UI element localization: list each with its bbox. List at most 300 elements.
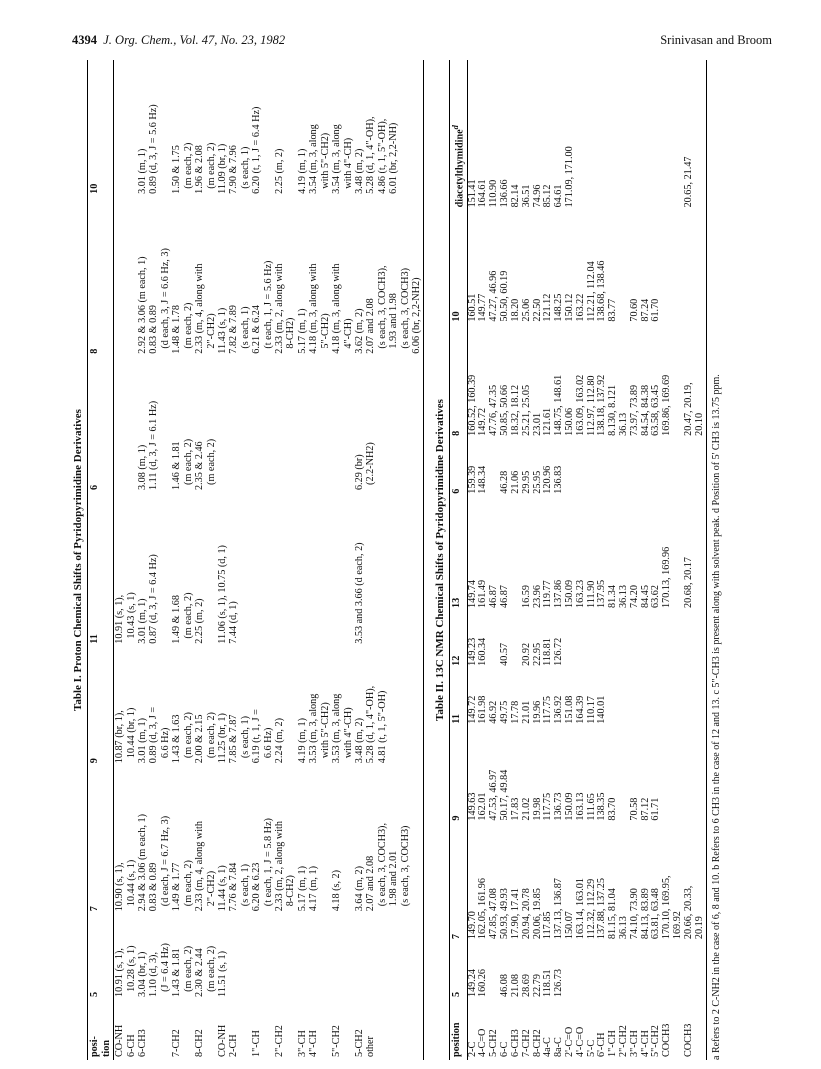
table1	[87, 60, 423, 1060]
table-row	[354, 60, 423, 1060]
table-cell	[651, 611, 662, 669]
table-cell: 87.24	[639, 298, 651, 322]
table1-column-header: 11	[89, 634, 101, 644]
table-cell	[662, 611, 684, 669]
table-cell: 117.75	[542, 792, 554, 821]
table-cell	[597, 60, 608, 210]
table-row	[522, 60, 533, 1060]
table-cell: 3.48 (m, 2) 5.28 (d, 1, 4"-OH), 4.81 (t, 1, 5"-OH)	[354, 685, 388, 764]
table-cell	[684, 669, 706, 727]
table-cell: 118.51	[542, 969, 554, 997]
table-cell: 19.96	[531, 700, 543, 724]
table-cell: 149.23	[466, 637, 478, 666]
table-cell	[587, 942, 598, 1000]
table-cell: 83.70	[607, 797, 619, 821]
table-cell: 1.49 & 1.77 (m each, 2) 2.33 (m, 4, along with 2"-CH2)	[171, 821, 217, 912]
row-label: 4'-C=O	[574, 1026, 586, 1057]
table-cell: 111.65	[585, 793, 597, 821]
table-cell: 21.02	[520, 797, 532, 821]
table-cell: 3.54 (m, 3, along with 4"-CH)	[331, 124, 354, 194]
table-cell: 117.85	[542, 911, 554, 940]
table-cell: 46.87	[488, 585, 500, 608]
table-cell: 20.65, 21.47	[682, 156, 694, 208]
table2-footnote: a Refers to 2 C-NH2 in the case of 6, 8 and 10. b Refers to 6 CH3 in the case of 12 and 13. c 5"-CH3 is present along with solvent peak. d Position of 5' CH3 is 13.75 ppm.	[710, 374, 722, 1060]
table-row	[274, 60, 297, 1060]
table-cell: 85.12	[542, 184, 554, 208]
table-cell	[619, 942, 630, 1000]
table-cell: 50.17, 49.84	[499, 769, 511, 821]
table-cell: 140.01	[596, 695, 608, 724]
table-cell: 169.86, 169.69	[661, 374, 673, 436]
table-cell: 19.98	[531, 797, 543, 821]
table-cell: 46.28	[499, 470, 511, 494]
table1-header-row	[88, 60, 114, 1060]
table-cell: 170.10, 169.95, 169.92	[661, 875, 684, 940]
row-label: 2-C	[466, 1041, 478, 1057]
table-cell: 22.50	[531, 298, 543, 322]
table-cell	[684, 727, 706, 824]
table-cell: 3.48 (m, 2) 5.28 (d, 1, 4"-OH), 4.86 (t, 1, 5"-OH), 6.01 (br, 2,2-NH)	[354, 116, 400, 194]
table-cell	[331, 357, 354, 493]
table-cell: 163.09, 163.02	[574, 374, 586, 436]
table-cell: 29.95	[520, 470, 532, 494]
table-cell: 6.29 (br) (2.2-NH2)	[354, 442, 377, 491]
table-cell: 6.19 (t, 1, J = 6.6 Hz)	[251, 709, 274, 764]
table-cell: 10.90 (s, 1), 10.44 (s, 1) 2.94 & 3.06 (m each, 1) 0.83 & 0.89 (d each, J = 6.7 Hz, 3)	[114, 813, 171, 912]
table-cell: 21.06	[509, 470, 521, 494]
table-cell: 22.95	[531, 642, 543, 666]
table-cell	[331, 493, 354, 647]
table-cell: 25.21, 25.05	[520, 384, 532, 436]
table-cell: 5.17 (m, 1) 4.18 (m, 3, along with 5"-CH2)	[296, 263, 331, 354]
table-cell: 126.73	[553, 968, 565, 997]
table-cell: 46.92	[488, 700, 500, 724]
table-cell: 160.34	[477, 637, 489, 666]
table-cell: 87.12	[639, 797, 651, 821]
table-cell: 36.13	[618, 916, 630, 940]
table-cell: 82.14	[509, 184, 521, 208]
table-cell: 138.68, 138.46	[596, 260, 608, 322]
table-cell	[565, 611, 576, 669]
table-cell: 148.75, 148.61	[553, 374, 565, 436]
table-cell	[641, 669, 652, 727]
table-cell: 162.05, 161.96	[477, 878, 489, 940]
table-cell: 164.61	[477, 179, 489, 208]
table-cell	[576, 611, 587, 669]
table-cell: 163.23	[574, 579, 586, 608]
table-cell	[641, 942, 652, 1000]
table2-title: Table II. 13C NMR Chemical Shifts of Pyridopyrimidine Derivatives	[433, 399, 446, 721]
table-cell: 50.85, 50.66	[499, 384, 511, 436]
table-cell	[565, 439, 576, 497]
table-cell: 17.83	[509, 797, 521, 821]
table-cell	[297, 357, 331, 493]
table-cell: 84.13, 83.89	[639, 888, 651, 940]
table-cell	[587, 439, 598, 497]
table-cell: 81.15, 81.04	[607, 888, 619, 940]
table-cell: 137.95	[596, 579, 608, 608]
table-cell	[651, 669, 662, 727]
table-cell: 61.70	[650, 298, 662, 322]
row-label: 5-CH2	[488, 1029, 500, 1057]
table-cell: 163.13	[574, 792, 586, 821]
row-label: 3"-CH	[628, 1030, 640, 1057]
table-cell: 4.18 (m, 3, along with 4"-CH)	[331, 263, 354, 354]
table-cell	[651, 439, 662, 497]
table-cell: 1.43 & 1.63 (m each, 2) 2.00 & 2.15 (m each, 2)	[171, 712, 217, 764]
table-cell	[630, 60, 641, 210]
table-cell: 112.97, 112.80	[585, 375, 597, 436]
row-label: CO-NH 2-CH	[216, 1024, 240, 1057]
row-label: 6-CH3	[509, 1029, 521, 1057]
table-cell: 61.71	[650, 797, 662, 821]
table-cell	[608, 669, 619, 727]
table-cell: 120.96	[542, 465, 554, 494]
table-cell: 1.50 & 1.75 (m each, 2) 1.96 & 2.08 (m each, 2)	[171, 142, 217, 194]
table-cell: 4.18 (s, 2)	[331, 869, 343, 912]
row-label: 5"-CH2	[331, 1025, 343, 1057]
row-label: 2"-CH2	[274, 1025, 286, 1057]
table-cell	[630, 439, 641, 497]
row-label: 2"-CH2	[618, 1025, 630, 1057]
table-cell	[576, 439, 587, 497]
table2-column-header: 12	[450, 655, 462, 666]
table-cell: 20.06, 19.85	[531, 888, 543, 940]
table-cell	[251, 357, 274, 493]
table-cell	[597, 611, 608, 669]
table-cell: 112.32, 112.29	[585, 878, 597, 940]
row-label: 4"-CH	[639, 1030, 651, 1057]
table1-column-header: 5	[89, 991, 101, 997]
table-cell: 20.94, 20.78	[520, 888, 532, 940]
table-cell: 5.17 (m, 1) 4.17 (m, 1)	[296, 866, 320, 912]
table-cell: 2.25 (m, 2)	[274, 148, 286, 194]
table1-title: Table I. Proton Chemical Shifts of Pyridopyrimidine Derivatives	[72, 409, 84, 711]
table-cell: 160.26	[477, 968, 489, 997]
table-cell: 70.60	[628, 298, 640, 322]
table-cell: 136.73	[553, 792, 565, 821]
table-cell: 63.81, 63.48	[650, 888, 662, 940]
table-cell: 20.92	[520, 642, 532, 666]
table-cell	[274, 357, 297, 493]
table-cell: 2.24 (m, 2)	[274, 717, 286, 764]
table-cell: 6.20 (t, 1, J = 6.4 Hz)	[251, 106, 263, 194]
table-cell: 47.27, 46.96	[488, 270, 500, 322]
running-header	[72, 33, 772, 49]
table-cell: 149.72	[477, 407, 489, 436]
table-cell: 16.59	[520, 585, 532, 608]
table-cell	[576, 60, 587, 210]
table-cell: 49.75	[499, 700, 511, 724]
table-cell: 6.21 & 6.24 (t each, 1, J = 5.6 Hz)	[251, 260, 274, 354]
table-cell	[619, 60, 630, 210]
table-cell: 149.70	[466, 911, 478, 940]
table2-column-header: 13	[450, 597, 462, 608]
table-cell: 74.10, 73.90	[628, 888, 640, 940]
table-cell: 170.13, 169.96	[661, 546, 673, 608]
table-cell: 50.50, 60.19	[499, 270, 511, 322]
table1-column-header: 9	[89, 758, 101, 764]
table-cell: 1.43 & 1.81 (m each, 2) 2.30 & 2.44 (m each, 2)	[171, 945, 217, 997]
table-row	[554, 60, 565, 1060]
table-cell: 162.01	[477, 792, 489, 821]
table-cell: 3.64 (m, 2) 2.07 and 2.08 (s each, 3, COCH3), 1.98 and 2.01 (s each, 3, COCH3)	[354, 823, 411, 912]
table-cell: 47.76, 47.35	[488, 384, 500, 436]
table-cell: 11.51 (s, 1)	[216, 950, 228, 997]
row-label: 7-CH2	[520, 1029, 532, 1057]
table-cell: 25.95	[531, 470, 543, 494]
table-cell	[608, 60, 619, 210]
table-cell: 50.93, 49.93	[499, 888, 511, 940]
table-cell	[251, 914, 274, 1000]
rotated-tables	[72, 60, 772, 1060]
table-cell	[619, 439, 630, 497]
table-cell: 81.34	[607, 585, 619, 608]
table-cell	[662, 669, 684, 727]
table-cell: 160.52, 160.39	[466, 374, 478, 436]
table-cell	[662, 60, 684, 210]
table-cell: 151.08	[563, 695, 575, 724]
table-cell: 40.57	[499, 642, 511, 666]
table-cell	[684, 611, 706, 669]
authors: Srinivasan and Broom	[660, 33, 772, 47]
table-cell: 63.58, 63.45	[650, 384, 662, 436]
table-row	[297, 60, 331, 1060]
table-cell	[608, 942, 619, 1000]
table-cell	[331, 914, 354, 1000]
table-cell	[565, 942, 576, 1000]
table-cell	[587, 60, 598, 210]
table-cell: 151.41	[466, 179, 478, 208]
table-cell: 18.20	[509, 298, 521, 322]
table-cell: 137.88, 137.25	[596, 878, 608, 940]
table-cell: 163.14, 163.01	[574, 878, 586, 940]
table-cell: 84.54, 84.38	[639, 384, 651, 436]
table-cell: 121.61	[542, 407, 554, 436]
table-cell: 3.01 (m, 1) 0.89 (d, 3, J = 5.6 Hz)	[137, 104, 160, 194]
table-cell	[608, 611, 619, 669]
row-label: 5-CH2 other	[354, 1029, 377, 1057]
table-cell: 22.79	[531, 974, 543, 997]
table-cell: 10.91 (s, 1), 10.43 (s, 1) 3.01 (m, 1) 0.87 (d, 3, J = 6.4 Hz)	[114, 554, 160, 644]
table-cell: 163.22	[574, 293, 586, 322]
table-cell: 4.19 (m, 1) 3.54 (m, 3, along with 5"-CH2)	[296, 124, 331, 194]
table2	[449, 60, 707, 1060]
table-cell: 23.96	[531, 585, 543, 608]
table-cell: 150.09	[563, 792, 575, 821]
row-label: 8a-C	[553, 1037, 565, 1057]
table-cell: 64.61	[553, 184, 565, 208]
table-cell: 11.09 (br, 1) 7.90 & 7.96 (s each, 1)	[216, 143, 251, 194]
table-cell: 138.35	[596, 792, 608, 821]
table-cell	[630, 942, 641, 1000]
table2-column-header: position	[450, 1022, 462, 1057]
table-cell: 160.51	[466, 293, 478, 322]
table-cell: 138.18, 137.92	[596, 374, 608, 436]
table-cell: 161.49	[477, 579, 489, 608]
table-cell	[274, 914, 297, 1000]
table-cell: 3.53 and 3.66 (d each, 2)	[354, 542, 366, 644]
row-label: 4-C=O	[477, 1028, 489, 1057]
table-cell: 20.47, 20.19, 20.10	[682, 382, 705, 436]
row-label: COCH3	[682, 1023, 694, 1057]
table-row	[608, 60, 619, 1060]
table-cell	[641, 439, 652, 497]
table-cell: 149.63	[466, 792, 478, 821]
table-cell	[619, 669, 630, 727]
table2-column-header: 9	[450, 815, 462, 821]
table-cell	[354, 914, 423, 1000]
table-cell: 20.66, 20.33, 20.19	[682, 885, 705, 940]
table-cell: 164.39	[574, 695, 586, 724]
row-label: 7-CH2 8-CH2	[171, 1029, 206, 1057]
table-cell: 70.58	[628, 797, 640, 821]
row-label: COCH3	[661, 1023, 673, 1057]
table-cell	[274, 493, 297, 647]
table2-column-header: 11	[450, 714, 462, 724]
table-cell: 46.08	[499, 974, 511, 997]
row-label: 2'-C=O	[563, 1026, 575, 1057]
table-cell	[651, 60, 662, 210]
table-cell: 2.33 (m, 2, along with 8-CH2)	[274, 263, 297, 354]
table-cell: 47.85, 47.08	[488, 888, 500, 940]
table-cell: 121.12	[542, 293, 554, 322]
table-cell: 8.130, 8.121	[607, 384, 619, 436]
table1-column-header: 7	[89, 906, 101, 912]
row-label: 3"-CH 4"-CH	[296, 1030, 320, 1057]
table-cell: 137.13, 136.87	[553, 878, 565, 940]
table-cell: 137.86	[553, 579, 565, 608]
table-cell: 21.01	[520, 700, 532, 724]
table-cell: 11.43 (s, 1) 7.82 & 7.89 (s each, 1)	[216, 305, 251, 354]
table-cell: 136.66	[499, 179, 511, 208]
table-cell: 3.53 (m, 3, along with 4"-CH)	[331, 693, 354, 764]
table-cell: 150.07	[563, 911, 575, 940]
table-cell: 36.13	[618, 585, 630, 608]
row-label: CO-NH 6-CH 6-CH3	[114, 1024, 148, 1057]
table-cell: 36.13	[618, 412, 630, 436]
table-row	[684, 60, 706, 1060]
table-cell: 28.69	[520, 974, 532, 997]
table-cell: 23.01	[531, 412, 543, 436]
table-cell: 74.20	[628, 585, 640, 608]
table-cell	[630, 669, 641, 727]
table-cell: 2.92 & 3.06 (m each, 1) 0.83 & 0.89 (d each, 3, J = 6.6 Hz, 3)	[137, 248, 171, 354]
table2-header-row	[449, 60, 467, 1060]
table-cell: 161.98	[477, 695, 489, 724]
table-cell: 36.51	[520, 184, 532, 208]
table-cell: 136.92	[553, 695, 565, 724]
table-cell: 111.90	[585, 580, 597, 608]
table-row	[533, 60, 544, 1060]
table-cell	[662, 439, 684, 497]
table-cell: 150.09	[563, 579, 575, 608]
table-cell: 149.72	[466, 695, 478, 724]
table-cell	[217, 357, 251, 493]
table-row	[251, 60, 274, 1060]
table-cell: 63.62	[650, 585, 662, 608]
table-cell: 3.62 (m, 2) 2.07 and 2.08 (s each, 3, COCH3), 1.93 and 1.98 (s each, 3, COCH3) 6.06 (br, 2,2-NH2)	[354, 265, 423, 354]
table-cell	[619, 611, 630, 669]
table2-column-header: 8	[450, 430, 462, 436]
table2-column-header: 6	[450, 488, 462, 494]
table-cell: 18.32, 18.12	[509, 384, 521, 436]
table-cell	[662, 727, 684, 824]
table-cell: 119.77	[542, 580, 554, 608]
table-cell	[662, 942, 684, 1000]
table-cell	[684, 210, 706, 324]
table-row	[217, 60, 251, 1060]
journal-citation: J. Org. Chem., Vol. 47, No. 23, 1982	[103, 33, 286, 47]
table-cell: 117.75	[542, 696, 554, 724]
table-cell: 136.83	[553, 465, 565, 494]
table-cell: 150.12	[563, 293, 575, 322]
table1-column-header: posi- tion	[89, 1036, 112, 1057]
table-cell: 17.90, 17.41	[509, 888, 521, 940]
table-cell	[297, 914, 331, 1000]
row-label: 6-C	[499, 1041, 511, 1057]
row-label: 5"-CH2	[650, 1025, 662, 1057]
table-cell: 149.77	[477, 293, 489, 322]
table-cell: 25.06	[520, 298, 532, 322]
table-cell: 46.87	[499, 585, 511, 608]
page-number: 4394	[72, 33, 97, 47]
table-cell	[576, 942, 587, 1000]
table2-column-header: diacetylthymidine$^d$	[449, 125, 466, 208]
table-cell: 110.17	[585, 696, 597, 724]
table-cell: 2.33 (m, 2, along with 8-CH2)	[274, 821, 297, 912]
table-cell: 159.39	[466, 465, 478, 494]
table-cell: 150.06	[563, 407, 575, 436]
table-cell: 4.19 (m, 1) 3.53 (m, 3, along with 5"-CH2)	[296, 693, 331, 764]
table-cell: 10.91 (s, 1), 10.28 (s, 1) 3.04 (br, 1) 1.10 (d, 3), (J = 6.4 Hz)	[114, 943, 171, 997]
table-row	[331, 60, 354, 1060]
table-cell: 126.72	[553, 637, 565, 666]
row-label: 8-CH2	[531, 1029, 543, 1057]
table2-column-header: 7	[450, 934, 462, 940]
table1-column-header: 10	[89, 183, 101, 194]
table-cell: 11.06 (s, 1), 10.75 (d, 1) 7.44 (d, 1)	[216, 545, 240, 644]
table-cell: 84.45	[639, 585, 651, 608]
table-cell: 148.34	[477, 465, 489, 494]
table-cell	[684, 439, 706, 497]
row-label: 6'-CH	[596, 1032, 608, 1057]
row-label: 5'-C	[585, 1039, 597, 1057]
table-cell	[651, 942, 662, 1000]
table-cell: 20.68, 20.17	[682, 557, 694, 608]
row-label: 1"-CH	[251, 1030, 263, 1057]
table-cell: 83.77	[607, 298, 619, 322]
table2-column-footnote-mark: d	[449, 125, 460, 130]
table-cell: 6.20 & 6.23 (t each, 1, J = 5.8 Hz)	[251, 818, 274, 912]
table-cell	[641, 611, 652, 669]
table-row	[171, 60, 217, 1060]
table-cell: 149.74	[466, 579, 478, 608]
table-cell: 1.49 & 1.68 (m each, 2) 2.25 (m, 2)	[171, 592, 206, 644]
row-label: 1"-CH	[607, 1030, 619, 1057]
table-cell	[608, 439, 619, 497]
table-cell: 149.24	[466, 968, 478, 997]
table-cell: 21.08	[509, 974, 521, 997]
table-cell	[684, 942, 706, 1000]
table-cell: 112.21, 112.04	[585, 261, 597, 322]
table-cell: 1.48 & 1.78 (m each, 2) 2.33 (m, 4, along with 2"-CH2)	[171, 263, 217, 354]
table-row	[662, 60, 684, 1060]
table-cell	[597, 942, 608, 1000]
table-cell: 110.90	[488, 179, 500, 208]
table-cell: 118.81	[542, 638, 554, 666]
table-cell: 1.46 & 1.81 (m each, 2) 2.35 & 2.46 (m each, 2)	[171, 438, 217, 491]
